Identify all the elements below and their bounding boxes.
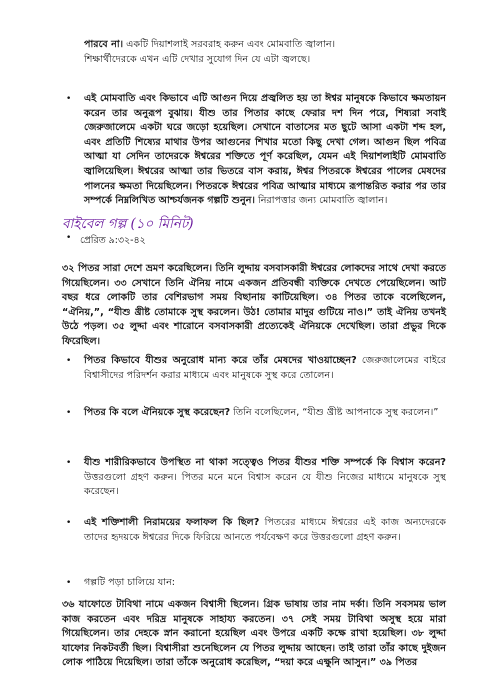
intro-bold: পারবে না।	[84, 39, 124, 50]
question-3-answer: উত্তরগুলো গ্রহণ করুন। পিতর মনে মনে বিশ্বাস করেন যে যীশু নিজের মাধ্যমে মানুষকে সুস্থ করেছেন।	[84, 471, 446, 498]
question-1-bold: পিতর কিভাবে যীশুর অনুরোধ মান্য করে তাঁর মেষদের খাওয়াচ্ছেন?	[84, 355, 357, 366]
bullet-icon: •	[66, 94, 72, 104]
question-4-answer: পিতরের মাধ্যমে ঈশ্বরের এই কাজ অন্যদেরকে তাদের হৃদয়কে ঈশ্বরের দিকে ফিরিয়ে আনতে পর্যবেক্ষণ করে উত্তরগুলো গ্রহণ করুন।	[84, 517, 446, 543]
section-heading: বাইবেল গল্প (১০ মিনিট)	[62, 216, 194, 232]
story-paragraph-1: ৩২ পিতর সারা দেশে ভ্রমণ করেছিলেন। তিনি লুদ্দায় বসবাসকারী ঈশ্বরের লোকদের সাথে দেখা করতে গিয়েছিলেন। ৩৩ সেখানে তিনি ঐনিয় নামে একজন প্রতিবন্ধী ব্যক্তিকে দেখতে পেয়েছিলেন। আট বছর ধরে লোকটি তার বেশিরভাগ সময় বিছানায় কাটিয়েছিল। ৩৪ পিতর তাকে বলেছিলেন, “ঐনিয়,”, “যীশু খ্রীষ্ট তোমাকে সুস্থ করলেন। উঠ! তোমার মাদুর গুটিয়ে নাও।” তাই ঐনিয় তখনই উঠে পড়ল। ৩৫ লুদ্দা এবং শারোনে বসবাসকারী প্রত্যেকেই ঐনিয়কে দেখেছিল। তারা প্রভুর দিকে ফিরেছিল।	[62, 263, 446, 347]
question-1-answer: জেরুজালেমের বাইরে বিশ্বাসীদের পরিদর্শন করার মাধ্যমে এবং মানুষকে সুস্থ করে তোলেন।	[84, 355, 446, 381]
question-1	[84, 354, 446, 383]
continue-instruction	[84, 576, 446, 591]
candle-paragraph	[84, 92, 446, 209]
scripture-reference: প্রেরিত ৯:৩২-৪২	[80, 235, 146, 246]
question-2	[84, 406, 446, 421]
question-4	[84, 516, 446, 545]
candle-rest: নিরাপত্তার জন্য মোমবাতি জ্বালান।	[254, 195, 388, 207]
story-paragraph-2: ৩৬ যাফোতে টাবিথা নামে একজন বিশ্বাসী ছিলেন। গ্রিক ভাষায় তার নাম দর্কা। তিনি সবসময় ভাল কাজ করতেন এবং দরিদ্র মানুষকে সাহায্য করতেন। ৩৭ সেই সময় টাবিথা অসুস্থ হয়ে মারা গিয়েছিলেন। তার দেহকে স্নান করানো হয়েছিল এবং উপরে একটি কক্ষে রাখা হয়েছিল। ৩৮ লুদ্দা যাফোর নিকটবর্তী ছিল। বিশ্বাসীরা শুনেছিলেন যে পিতর লুদ্দায় আছেন। তাই তারা তাঁর কাছে দুইজন লোক পাঠিয়ে দিয়েছিল। তারা তাঁকে অনুরোধ করেছিল, “দয়া করে এক্ষুনি আসুন।” ৩৯ পিতর	[62, 599, 446, 669]
question-3	[84, 456, 446, 500]
intro-line2: শিক্ষার্থীদেরকে এখন এটি দেখার সুযোগ দিন যে এটা জ্বলছে।	[84, 53, 311, 65]
question-4-bold: এই শক্তিশালী নিরাময়ের ফলাফল কি ছিল?	[84, 517, 260, 528]
continue-text: গল্পটি পড়া চালিয়ে যান:	[84, 577, 176, 588]
question-2-answer: তিনি বলেছিলেন, “যীশু খ্রীষ্ট আপনাকে সুস্থ করলেন।”	[230, 407, 439, 418]
intro-text: একটি দিয়াশলাই সরবরাহ করুন এবং মোমবাতি জ্বালান।	[123, 39, 336, 50]
bullet-icon: •	[66, 356, 72, 366]
intro-paragraph	[84, 38, 446, 67]
candle-bold: এই মোমবাতি এবং কিভাবে এটি আগুন দিয়ে প্রজ্বলিত হয় তা ঈশ্বর মানুষকে কিভাবে ক্ষমতায়ন করেন তার অনুরূপ বুঝায়। যীশু তার পিতার কাছে ফেরার দশ দিন পরে, শিষ্যরা সবাই জেরুজালেমে একটা ঘরে জড়ো হয়েছিল। সেখানে বাতাসের মত ছুটে আসা একটা শব্দ হল, এবং প্রতিটি শিষ্যের মাথার উপর আগুনের শিখার মতো কিছু দেখা গেল। আগুন ছিল পবিত্র আত্মা যা সেদিন তাদেরকে ঈশ্বরের শক্তিতে পূর্ণ করেছিল, যেমন এই দিয়াশলাইটি মোমবাতি জ্বালিয়েছিল। ঈশ্বরের আত্মা তার ভিতরে বাস করায়, ঈশ্বর পিতরকে ঈশ্বরের পালের মেষদের পালনের ক্ষমতা দিয়েছিলেন। পিতরকে ঈশ্বরের পবিত্র আত্মার মাধ্যমে রূপান্তরিত করার পর তার সম্পর্কে নিম্নলিখিত আশ্চর্যজনক গল্পটি শুনুন।	[84, 93, 446, 207]
bullet-icon: •	[66, 578, 72, 588]
bullet-icon: •	[66, 518, 72, 528]
question-3-bold: যীশু শারীরিকভাবে উপস্থিত না থাকা সত্ত্বেও পিতর যীশুর শক্তি সম্পর্কে কি বিশ্বাস করেন?	[84, 457, 446, 468]
question-2-bold: পিতর কি বলে ঐনিয়কে সুস্থ করেছেন?	[84, 407, 231, 418]
bullet-icon: •	[66, 233, 72, 243]
bullet-icon: •	[66, 458, 72, 468]
bullet-icon: •	[66, 408, 72, 418]
